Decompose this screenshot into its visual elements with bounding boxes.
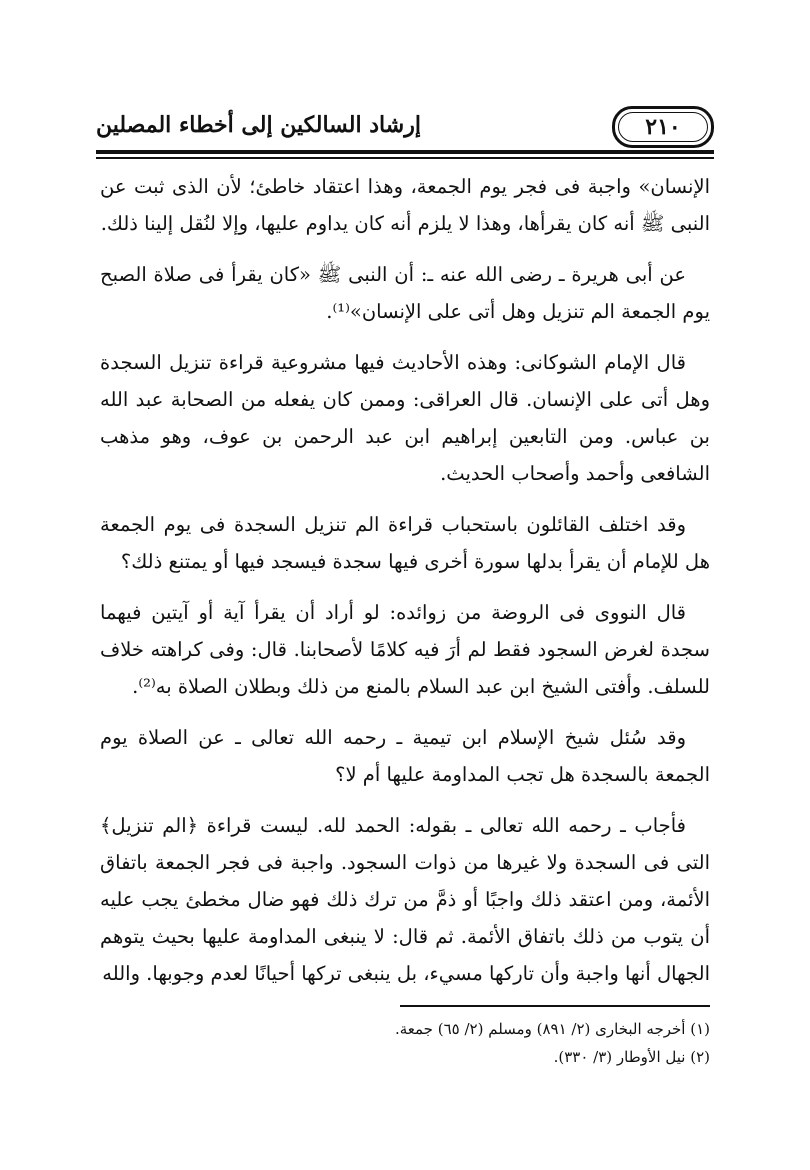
body-text xyxy=(100,168,710,1006)
paragraph-2: عن أبى هريرة ـ رضى الله عنه ـ: أن النبى ﷺ «كان يقرأ فى صلاة الصبح يوم الجمعة الم تنزيل وهل أتى على الإنسان»⁽¹⁾. xyxy=(100,263,710,323)
paragraph-3: قال الإمام الشوكانى: وهذه الأحاديث فيها مشروعية قراءة تنزيل السجدة وهل أتى على الإنسان. قال العراقى: وممن كان يفعله من الصحابة عبد الله بن عباس. ومن التابعين إبراهيم ابن عبد الرحمن بن عوف، وهو مذهب الشافعى وأحمد وأصحاب الحديث. xyxy=(100,351,710,485)
footnote-rule xyxy=(400,1005,710,1007)
footnote-1: (١) أخرجه البخارى (٢/ ٨٩١) ومسلم (٢/ ٦٥) جمعة. xyxy=(394,1020,710,1038)
footnotes xyxy=(100,1015,710,1071)
paragraph-4: وقد اختلف القائلون باستحباب قراءة الم تنزيل السجدة فى يوم الجمعة هل للإمام أن يقرأ بدلها سورة أخرى فيها سجدة فيسجد فيها أو يمتنع ذلك؟ xyxy=(100,513,710,573)
page-number: ٢١٠ xyxy=(612,106,714,148)
paragraph-6: وقد سُئل شيخ الإسلام ابن تيمية ـ رحمه الله تعالى ـ عن الصلاة يوم الجمعة بالسجدة هل تجب المداومة عليها أم لا؟ xyxy=(100,726,710,786)
paragraph-1: الإنسان» واجبة فى فجر يوم الجمعة، وهذا اعتقاد خاطئ؛ لأن الذى ثبت عن النبى ﷺ أنه كان يقرأها، وهذا لا يلزم أنه كان يداوم عليها، وإلا لنُقل إلينا ذلك. xyxy=(100,175,710,235)
paragraph-7: فأجاب ـ رحمه الله تعالى ـ بقوله: الحمد لله. ليست قراءة ﴿الم تنزيل﴾ التى فى السجدة ولا غيرها من ذوات السجود. واجبة فى فجر الجمعة باتفاق الأئمة، ومن اعتقد ذلك واجبًا أو ذمَّ من ترك ذلك فهو ضال مخطئ يجب عليه أن يتوب من ذلك باتفاق الأئمة. ثم قال: لا ينبغى المداومة عليها بحيث يتوهم الجهال أنها واجبة وأن تاركها مسيء، بل ينبغى تركها أحيانًا لعدم وجوبها. والله xyxy=(100,814,710,985)
page-header xyxy=(96,104,714,150)
header-rule-thick xyxy=(96,150,714,154)
header-rule-thin xyxy=(96,157,714,159)
paragraph-5: قال النووى فى الروضة من زوائده: لو أراد أن يقرأ آية أو آيتين فيهما سجدة لغرض السجود فقط لم أرَ فيه كلامًا لأصحابنا. قال: وفى كراهته خلاف للسلف. وأفتى الشيخ ابن عبد السلام بالمنع من ذلك وبطلان الصلاة به⁽²⁾. xyxy=(100,601,710,698)
footnote-2: (٢) نيل الأوطار (٣/ ٣٣٠). xyxy=(553,1048,710,1066)
book-title: إرشاد السالكين إلى أخطاء المصلين xyxy=(96,112,421,138)
